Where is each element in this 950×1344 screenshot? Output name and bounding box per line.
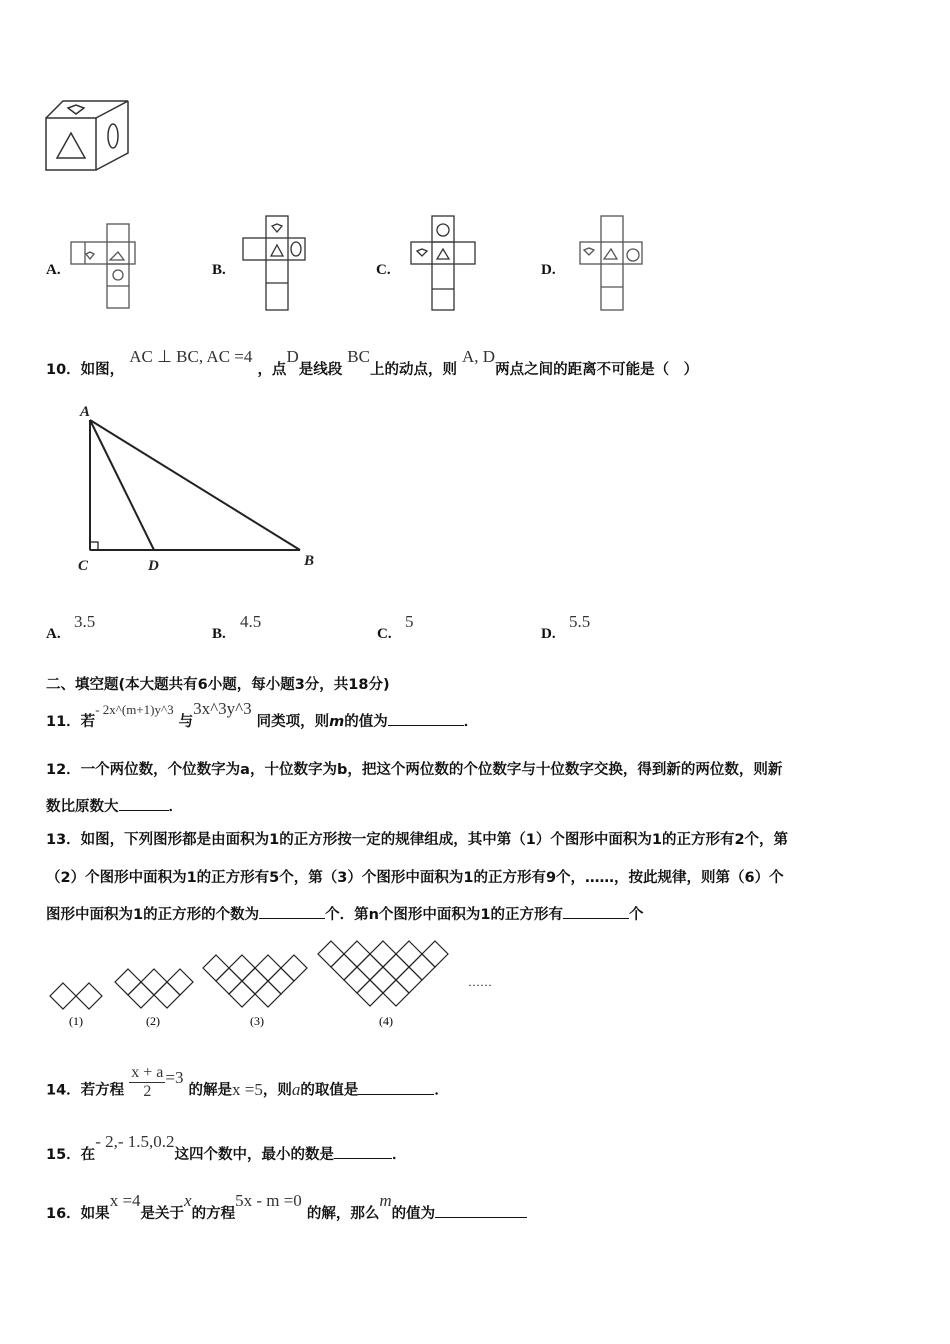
q10-text (46, 347, 699, 379)
q16-var-m: m (379, 1191, 392, 1210)
ellipsis: …… (468, 975, 492, 989)
figure-caption-2: (2) (146, 1014, 160, 1028)
q15-end: ． (392, 1147, 407, 1163)
q14-var-a: a (291, 1079, 301, 1099)
unit-square (115, 969, 141, 995)
answer-blank[interactable] (435, 1203, 527, 1218)
option-value: 5.5 (569, 612, 591, 631)
q12-end: ． (168, 799, 183, 815)
q11-number: 11．若 (46, 714, 96, 730)
diamond-pattern-figures (45, 935, 505, 1035)
cube-figure (45, 100, 135, 175)
q15-number: 15．在 (46, 1147, 96, 1163)
q14-solution: x =5 (232, 1079, 263, 1099)
q11-var-m: m (329, 714, 345, 730)
q10-var-d: D (286, 347, 299, 366)
q10-text-3: 上的动点，则 (369, 362, 457, 378)
q16-text-2: 的方程 (191, 1206, 236, 1222)
unit-square (357, 954, 383, 980)
unit-square (255, 981, 281, 1007)
q15-text-1: 这四个数中，最小的数是 (174, 1147, 335, 1163)
q11-text-2: 同类项，则 (256, 714, 330, 730)
unit-square (370, 967, 396, 993)
q10-text-1: ，点 (257, 362, 287, 378)
triangle-figure (60, 400, 330, 580)
unit-square (242, 968, 268, 994)
denominator: 2 (143, 1083, 152, 1100)
answer-blank[interactable] (334, 1144, 392, 1159)
unit-square (203, 955, 229, 981)
q9-option-a[interactable]: A. (46, 262, 61, 278)
q14-eq: =3 (165, 1067, 184, 1087)
option-value: 5 (405, 612, 414, 631)
answer-blank[interactable] (388, 711, 464, 726)
q11-text-3: 的值为 (344, 714, 388, 730)
q10-var-bc: BC (347, 347, 370, 366)
numerator: x + a (131, 1064, 164, 1081)
q10-text-2: 是线段 (298, 362, 343, 378)
option-label: D. (541, 626, 556, 642)
vertex-c: C (78, 558, 89, 574)
q13-line-1: 13．如图，下列图形都是由面积为1的正方形按一定的规律组成，其中第（1）个图形中面积为1的正方形有2个，第 (46, 832, 789, 848)
unit-square (229, 981, 255, 1007)
vertex-d: D (148, 558, 159, 574)
q16-text-1: 是关于 (140, 1206, 185, 1222)
q12-line-1: 12．一个两位数，个位数字为a，十位数字为b，把这个两位数的个位数字与十位数字交换，得到新的两位数，则新 (46, 762, 783, 778)
q11-text (46, 699, 479, 731)
figure-caption-4: (4) (379, 1014, 393, 1028)
q14-text-2: ，则 (262, 1082, 292, 1099)
q13-text-c: 个 (629, 907, 644, 923)
unit-square (167, 969, 193, 995)
q13-text-b: 个．第n个图形中面积为1的正方形有 (325, 907, 564, 923)
q12-line-2 (46, 795, 183, 816)
q14-text-1: 的解是 (188, 1082, 233, 1099)
figure-caption-1: (1) (69, 1014, 83, 1028)
q10-condition: AC ⊥ BC, AC =4 (129, 347, 253, 366)
unit-square (383, 980, 409, 1006)
q10-option-c[interactable] (377, 612, 414, 643)
unit-square (50, 983, 76, 1009)
q14-fraction (129, 1064, 165, 1101)
q13-text-a: 图形中面积为1的正方形的个数为 (46, 907, 260, 923)
option-label: C. (377, 626, 392, 642)
net-option-c (408, 215, 508, 315)
q9-option-d[interactable]: D. (541, 262, 556, 278)
q9-option-b[interactable]: B. (212, 262, 226, 278)
q16-var-x: x (184, 1191, 192, 1210)
section-2-heading: 二、填空题(本大题共有6小题，每小题3分，共18分) (46, 677, 390, 693)
unit-square (370, 941, 396, 967)
unit-square (128, 982, 154, 1008)
figure-caption-3: (3) (250, 1014, 264, 1028)
answer-blank-2[interactable] (563, 904, 629, 919)
unit-square (344, 941, 370, 967)
q16-text-4: 的值为 (391, 1206, 436, 1222)
unit-square (357, 980, 383, 1006)
unit-square (396, 967, 422, 993)
unit-square (331, 954, 357, 980)
unit-square (422, 941, 448, 967)
q13-line-3 (46, 903, 644, 924)
q14-text-3: 的取值是 (300, 1082, 359, 1099)
q10-text-4: 两点之间的距离不可能是（ ） (495, 362, 699, 378)
q16-number: 16．如果 (46, 1206, 110, 1222)
unit-square (76, 983, 102, 1009)
q14-end: ． (434, 1082, 449, 1099)
net-option-a (70, 222, 170, 322)
unit-square (383, 954, 409, 980)
answer-blank[interactable] (119, 796, 169, 811)
q11-expr-2: 3x^3y^3 (193, 699, 252, 718)
q11-expr-1: - 2x^(m+1)y^3 (95, 702, 174, 717)
unit-square (268, 968, 294, 994)
q16-text (46, 1191, 527, 1223)
q10-option-b[interactable] (212, 612, 262, 643)
q12-text: 数比原数大 (46, 799, 119, 815)
q9-option-c[interactable]: C. (376, 262, 391, 278)
answer-blank-1[interactable] (259, 904, 325, 919)
q14-text (46, 1064, 449, 1109)
net-option-d (575, 215, 675, 315)
answer-blank[interactable] (358, 1080, 434, 1095)
q16-expr-1: x =4 (109, 1191, 141, 1210)
q15-numbers: - 2,- 1.5,0.2 (95, 1132, 175, 1151)
unit-square (216, 968, 242, 994)
q11-end: ． (463, 714, 479, 730)
q14-number: 14．若方程 (46, 1082, 125, 1099)
q16-expr-2: 5x - m =0 (235, 1191, 302, 1210)
option-value: 3.5 (74, 612, 96, 631)
option-value: 4.5 (240, 612, 262, 631)
unit-square (229, 955, 255, 981)
q10-number: 10．如图， (46, 362, 125, 378)
q13-line-2: （2）个图形中面积为1的正方形有5个，第（3）个图形中面积为1的正方形有9个，……，按此规律，则第（6）个 (46, 870, 784, 886)
q10-option-d[interactable] (541, 612, 591, 643)
unit-square (409, 954, 435, 980)
q16-text-3: 的解，那么 (306, 1206, 380, 1222)
option-label: A. (46, 626, 61, 642)
unit-square (141, 969, 167, 995)
unit-square (255, 955, 281, 981)
q10-var-ad: A, D (462, 347, 496, 366)
unit-square (318, 941, 344, 967)
vertex-b: B (304, 553, 315, 569)
option-label: B. (212, 626, 226, 642)
unit-square (344, 967, 370, 993)
unit-square (396, 941, 422, 967)
q10-option-a[interactable] (46, 612, 96, 643)
unit-square (154, 982, 180, 1008)
vertex-a: A (80, 404, 91, 420)
unit-square (281, 955, 307, 981)
net-option-b (240, 215, 340, 315)
q15-text (46, 1132, 407, 1164)
q11-text-1: 与 (178, 714, 194, 730)
